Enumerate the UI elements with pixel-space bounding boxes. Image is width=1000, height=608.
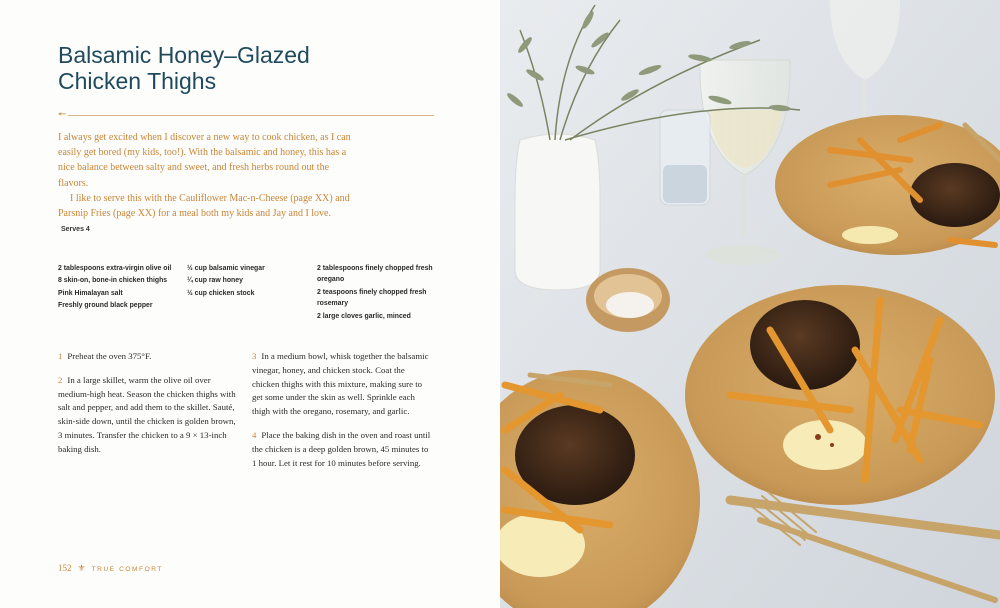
fleur-de-lis-icon: ⚜ <box>77 563 86 573</box>
page-footer <box>58 563 163 574</box>
ingredients-column-1 <box>58 263 183 313</box>
serves-label: Serves 4 <box>61 226 90 234</box>
ingredient-item: 2 large cloves garlic, minced <box>317 313 411 321</box>
ingredient-item: ¼ cup raw honey <box>187 277 243 285</box>
recipe-intro <box>58 130 358 237</box>
intro-paragraph-2 <box>58 191 358 238</box>
ingredient-item: 2 tablespoons extra-virgin olive oil <box>58 265 172 272</box>
intro-paragraph-2-text: I like to serve this with the Cauliflower Mac-n-Cheese (page XX) and Parsnip Fries (page XX) for a meal both my kids and Jay and I love. <box>58 192 350 220</box>
step-2 <box>58 374 240 457</box>
ingredient-item: ½ cup balsamic vinegar <box>187 265 265 272</box>
ingredient-item: ½ cup chicken stock <box>187 289 255 297</box>
ingredient-item: 8 skin-on, bone-in chicken thighs <box>58 277 168 285</box>
ingredients-column-2 <box>187 263 307 300</box>
step-number: 3 <box>252 351 257 361</box>
step-4 <box>252 429 434 470</box>
ingredient-item: 2 tablespoons finely chopped fresh oregano <box>317 265 433 284</box>
step-text: Place the baking dish in the oven and roast until the chicken is a deep golden brown, 45 minutes to 1 hour. Let it rest for 10 minutes before serving. <box>252 429 431 468</box>
ingredient-item: Freshly ground black pepper <box>58 302 153 310</box>
page-number: 152 <box>58 563 72 573</box>
step-text: In a medium bowl, whisk together the balsamic vinegar, honey, and chicken stock. Coat the chicken thighs with this mixture, making sure to get some under the skin as well. Sprinkle each thigh with the oregano, rosemary, and garlic. <box>252 351 429 417</box>
title-divider <box>58 115 434 116</box>
running-head: TRUE COMFORT <box>91 566 164 573</box>
step-number: 1 <box>58 351 63 361</box>
step-1 <box>58 350 240 364</box>
recipe-title-line1: Balsamic Honey–Glazed <box>58 42 310 68</box>
food-photo <box>500 0 1000 608</box>
plate-center <box>685 285 995 505</box>
step-3 <box>252 350 434 419</box>
water-glass <box>660 110 710 205</box>
white-vase <box>515 134 600 290</box>
intro-paragraph-1: I always get excited when I discover a new way to cook chicken, as I can easily get bored (my kids, too!). With the balsamic and honey, this has a nice balance between salty and sweet, and fresh herbs round out the flavors. <box>58 132 351 189</box>
divider-ornament: ↞ <box>58 109 67 120</box>
recipe-title <box>58 42 458 94</box>
steps-column-2 <box>252 350 434 480</box>
step-number: 2 <box>58 374 63 385</box>
ingredient-item: 2 teaspoons finely chopped fresh rosemary <box>317 289 427 308</box>
steps-column-1 <box>58 350 240 467</box>
step-number: 4 <box>252 429 257 440</box>
step-text: Preheat the oven 375°F. <box>67 351 152 361</box>
salt-bowl <box>586 268 670 332</box>
step-text: In a large skillet, warm the olive oil over medium-high heat. Season the chicken thighs with salt and pepper, and add them to the skillet. Sauté, skin-side down, until the chicken is golden brown, 3 minutes. Transfer the chicken to a 9 × 13-inch baking dish. <box>58 374 236 454</box>
ingredient-item: Pink Himalayan salt <box>58 289 123 297</box>
ingredients-column-3 <box>317 263 441 324</box>
recipe-title-line2: Chicken Thighs <box>58 68 217 94</box>
